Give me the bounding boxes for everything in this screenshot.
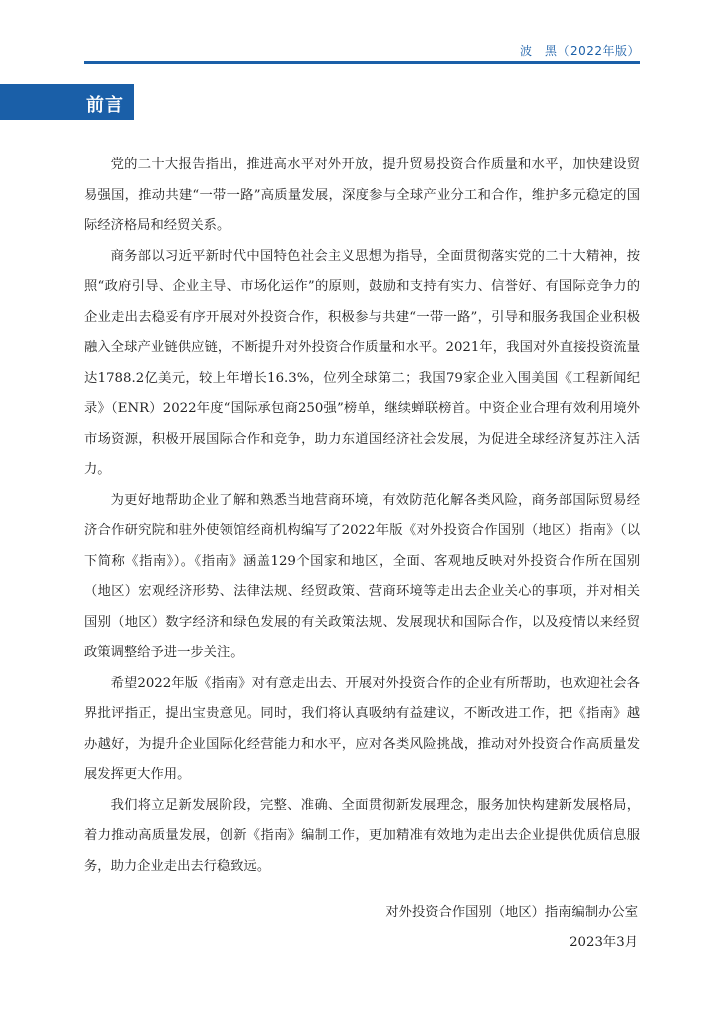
running-header: 波 黑（2022年版） bbox=[519, 44, 640, 58]
section-title: 前言 bbox=[86, 95, 124, 116]
body-text bbox=[84, 150, 640, 882]
paragraph: 党的二十大报告指出，推进高水平对外开放，提升贸易投资合作质量和水平，加快建设贸易强国，推动共建“一带一路”高质量发展，深度参与全球产业分工和合作，维护多元稳定的国际经济格局和经贸关系。 bbox=[84, 157, 640, 233]
paragraph: 为更好地帮助企业了解和熟悉当地营商环境，有效防范化解各类风险，商务部国际贸易经济合作研究院和驻外使领馆经商机构编写了2022年版《对外投资合作国别（地区）指南》（以下简称《指南》）。《指南》涵盖129个国家和地区，全面、客观地反映对外投资合作所在国别（地区）宏观经济形势、法律法规、经贸政策、营商环境等走出去企业关心的事项，并对相关国别（地区）数字经济和绿色发展的有关政策法规、发展现状和国际合作，以及疫情以来经贸政策调整给予进一步关注。 bbox=[84, 492, 640, 660]
header-rule bbox=[84, 61, 640, 64]
paragraph: 我们将立足新发展阶段，完整、准确、全面贯彻新发展理念，服务加快构建新发展格局，着力推动高质量发展，创新《指南》编制工作，更加精准有效地为走出去企业提供优质信息服务，助力企业走出去行稳致远。 bbox=[84, 797, 640, 874]
paragraph: 希望2022年版《指南》对有意走出去、开展对外投资合作的企业有所帮助，也欢迎社会各界批评指正，提出宝贵意见。同时，我们将认真吸纳有益建议，不断改进工作，把《指南》越办越好，为提升企业国际化经营能力和水平，应对各类风险挑战，推动对外投资合作高质量发展发挥更大作用。 bbox=[84, 675, 640, 782]
paragraph: 商务部以习近平新时代中国特色社会主义思想为指导，全面贯彻落实党的二十大精神，按照“政府引导、企业主导、市场化运作”的原则，鼓励和支持有实力、信誉好、有国际竞争力的企业走出去稳妥有序开展对外投资合作，积极参与共建“一带一路”，引导和服务我国企业积极融入全球产业链供应链，不断提升对外投资合作质量和水平。2021年，我国对外直接投资流量达1788.2亿美元，较上年增长16.3%，位列全球第二；我国79家企业入围美国《工程新闻纪录》（ENR）2022年度“国际承包商250强”榜单，继续蝉联榜首。中资企业合理有效利用境外市场资源，积极开展国际合作和竞争，助力东道国经济社会发展，为促进全球经济复苏注入活力。 bbox=[84, 248, 640, 477]
signature-block bbox=[385, 898, 638, 958]
signature-date: 2023年3月 bbox=[569, 935, 638, 950]
signature-organization: 对外投资合作国别（地区）指南编制办公室 bbox=[385, 905, 638, 920]
